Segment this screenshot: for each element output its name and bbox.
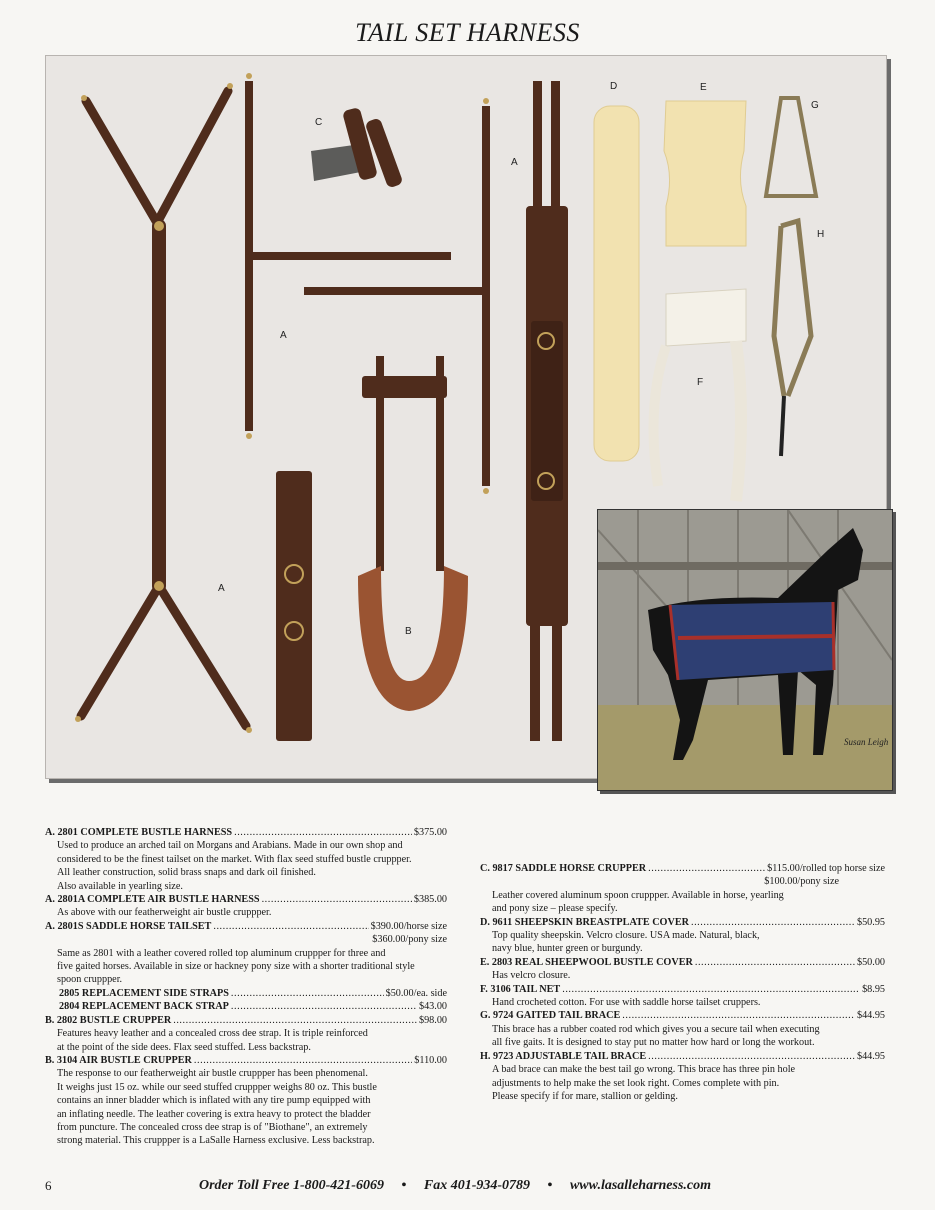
photo-signature: Susan Leigh bbox=[844, 737, 889, 747]
item-price: $110.00 bbox=[414, 1054, 447, 1066]
item-price: $50.95 bbox=[856, 916, 885, 928]
item-3104 bbox=[45, 1054, 447, 1148]
item-2802 bbox=[45, 1014, 447, 1054]
product-list-left bbox=[45, 826, 447, 1148]
item-desc-line: Same as 2801 with a leather covered rolled top aluminum cruppper for three and bbox=[57, 947, 386, 959]
item-9817 bbox=[480, 862, 885, 916]
item-desc-line: All leather construction, solid brass snaps and dark oil finished. bbox=[57, 867, 316, 879]
label-a-top: A bbox=[511, 157, 518, 168]
item-title: F. 3106 TAIL NET bbox=[480, 983, 561, 995]
label-h: H bbox=[817, 229, 825, 240]
bustle-crupper bbox=[358, 356, 468, 711]
item-title: 2804 REPLACEMENT BACK STRAP bbox=[59, 1001, 229, 1013]
replacement-back-strap bbox=[276, 471, 312, 741]
sheepskin-breastplate-cover bbox=[594, 106, 639, 461]
item-desc-line: from puncture. The concealed cross dee strap is of "Biothane", an extremely bbox=[57, 1121, 368, 1133]
item-price: $43.00 bbox=[418, 1001, 447, 1013]
sheepwool-bustle-cover bbox=[664, 101, 746, 246]
item-3106 bbox=[480, 983, 885, 1010]
page-title: TAIL SET HARNESS bbox=[355, 18, 580, 47]
item-price: $50.00/ea. side bbox=[385, 987, 447, 999]
item-title: C. 9817 SADDLE HORSE CRUPPER bbox=[480, 863, 647, 874]
saddle-horse-crupper bbox=[311, 107, 403, 189]
item-2803 bbox=[480, 956, 885, 983]
adjustable-tail-brace bbox=[774, 221, 811, 456]
item-title: H. 9723 ADJUSTABLE TAIL BRACE bbox=[480, 1050, 647, 1062]
item-desc-line: navy blue, hunter green or burgundy. bbox=[492, 943, 643, 955]
item-9611 bbox=[480, 916, 885, 956]
item-desc-line: spoon cruppper. bbox=[57, 974, 123, 986]
item-price: $8.95 bbox=[862, 983, 885, 995]
item-desc-line: Top quality sheepskin. Velcro closure. USA made. Natural, black, bbox=[492, 930, 760, 942]
item-desc-line: adjustments to help make the set look right. Comes complete with pin. bbox=[492, 1077, 780, 1089]
item-title: D. 9611 SHEEPSKIN BREASTPLATE COVER bbox=[480, 916, 689, 928]
product-list-right bbox=[480, 862, 885, 1103]
item-title: A. 2801S SADDLE HORSE TAILSET bbox=[45, 920, 212, 932]
item-desc-line: at the point of the side dees. Flax seed stuffed. Less backstrap. bbox=[57, 1041, 311, 1053]
item-title: B. 2802 BUSTLE CRUPPER bbox=[45, 1014, 172, 1026]
long-back-strap bbox=[526, 81, 568, 741]
label-a-bottom: A bbox=[218, 583, 225, 594]
item-desc-line: strong material. This cruppper is a LaSalle Harness exclusive. Less backstrap. bbox=[57, 1135, 375, 1147]
item-price: $98.00 bbox=[418, 1014, 447, 1026]
label-f: F bbox=[697, 377, 704, 388]
item-title: A. 2801A COMPLETE AIR BUSTLE HARNESS bbox=[45, 894, 260, 906]
item-price: $115.00/rolled top horse size bbox=[767, 863, 885, 874]
label-g: G bbox=[811, 100, 819, 111]
item-desc-line: considered to be the finest tailset on the market. With flax seed stuffed bustle cruppper. bbox=[57, 853, 412, 865]
item-desc-line: and pony size – please specify. bbox=[492, 903, 618, 915]
gaited-tail-brace bbox=[766, 98, 816, 196]
item-2801s bbox=[45, 920, 447, 987]
item-desc-line: all five gaits. It is designed to stay put no matter how hard or long the workout. bbox=[492, 1037, 815, 1049]
item-price: $50.00 bbox=[856, 956, 885, 968]
label-d: D bbox=[610, 81, 618, 92]
item-desc-line: Used to produce an arched tail on Morgans and Arabians. Made in our own shop and bbox=[57, 840, 403, 852]
page-number: 6 bbox=[45, 1178, 52, 1193]
item-2805 bbox=[45, 987, 447, 1000]
tail-net bbox=[654, 289, 747, 501]
bustle-harness-back-strap bbox=[81, 91, 246, 726]
website-link[interactable]: www.lasalleharness.com bbox=[569, 1178, 712, 1193]
item-title: A. 2801 COMPLETE BUSTLE HARNESS bbox=[45, 827, 233, 838]
item-2801a bbox=[45, 893, 447, 920]
item-price-alt: $360.00/pony size bbox=[372, 934, 447, 946]
item-9724 bbox=[480, 1009, 885, 1049]
item-9723 bbox=[480, 1050, 885, 1104]
item-title: B. 3104 AIR BUSTLE CRUPPER bbox=[45, 1054, 192, 1066]
footer-separator: • bbox=[547, 1178, 553, 1193]
item-desc-line: Leather covered aluminum spoon cruppper. Available in horse, yearling bbox=[492, 889, 784, 901]
item-desc-line: Has velcro closure. bbox=[492, 970, 571, 982]
label-a-middle: A bbox=[280, 330, 287, 341]
item-desc-line: It weighs just 15 oz. while our seed stuffed cruppper weighs 80 oz. This bustle bbox=[57, 1081, 377, 1093]
fax-number: Fax 401-934-0789 bbox=[423, 1178, 531, 1193]
item-desc-line: an inflating needle. The leather covering is extra heavy to protect the bladder bbox=[57, 1108, 371, 1120]
item-desc-line: Also available in yearling size. bbox=[57, 880, 183, 892]
item-desc-line: contains an inner bladder which is inflated with any tire pump equipped with bbox=[57, 1095, 371, 1107]
item-2804 bbox=[45, 1000, 447, 1013]
item-desc-line: This brace has a rubber coated rod which gives you a secure tail when executing bbox=[492, 1023, 820, 1035]
item-desc-line: Hand crocheted cotton. For use with saddle horse tailset cruppers. bbox=[492, 997, 761, 1009]
item-desc-line: Features heavy leather and a concealed cross dee strap. It is triple reinforced bbox=[57, 1028, 368, 1040]
item-title: G. 9724 GAITED TAIL BRACE bbox=[480, 1010, 621, 1022]
phone-number[interactable]: Order Toll Free 1-800-421-6069 bbox=[199, 1178, 384, 1193]
item-desc-line: The response to our featherweight air bustle cruppper has been phenomenal. bbox=[57, 1068, 368, 1080]
item-desc-line: As above with our featherweight air bustle cruppper. bbox=[57, 907, 272, 919]
item-price: $44.95 bbox=[856, 1010, 885, 1022]
item-desc-line: five gaited horses. Available in size or hackney pony size with a shorter traditional style bbox=[57, 961, 415, 973]
label-b: B bbox=[405, 626, 412, 637]
item-price: $44.95 bbox=[856, 1050, 885, 1062]
horse-photo bbox=[597, 509, 893, 791]
item-2801 bbox=[45, 826, 447, 893]
item-desc-line: A bad brace can make the best tail go wrong. This brace has three pin hole bbox=[492, 1064, 796, 1076]
label-c: C bbox=[315, 117, 323, 128]
item-price: $375.00 bbox=[413, 827, 447, 838]
item-price: $385.00 bbox=[413, 894, 447, 906]
item-desc-line: Please specify if for mare, stallion or gelding. bbox=[492, 1090, 678, 1102]
item-title: E. 2803 REAL SHEEPWOOL BUSTLE COVER bbox=[480, 956, 693, 968]
label-e: E bbox=[700, 82, 707, 93]
footer-separator: • bbox=[401, 1178, 407, 1193]
item-price-alt: $100.00/pony size bbox=[764, 876, 839, 888]
item-title: 2805 REPLACEMENT SIDE STRAPS bbox=[59, 987, 229, 999]
item-price: $390.00/horse size bbox=[370, 920, 447, 932]
